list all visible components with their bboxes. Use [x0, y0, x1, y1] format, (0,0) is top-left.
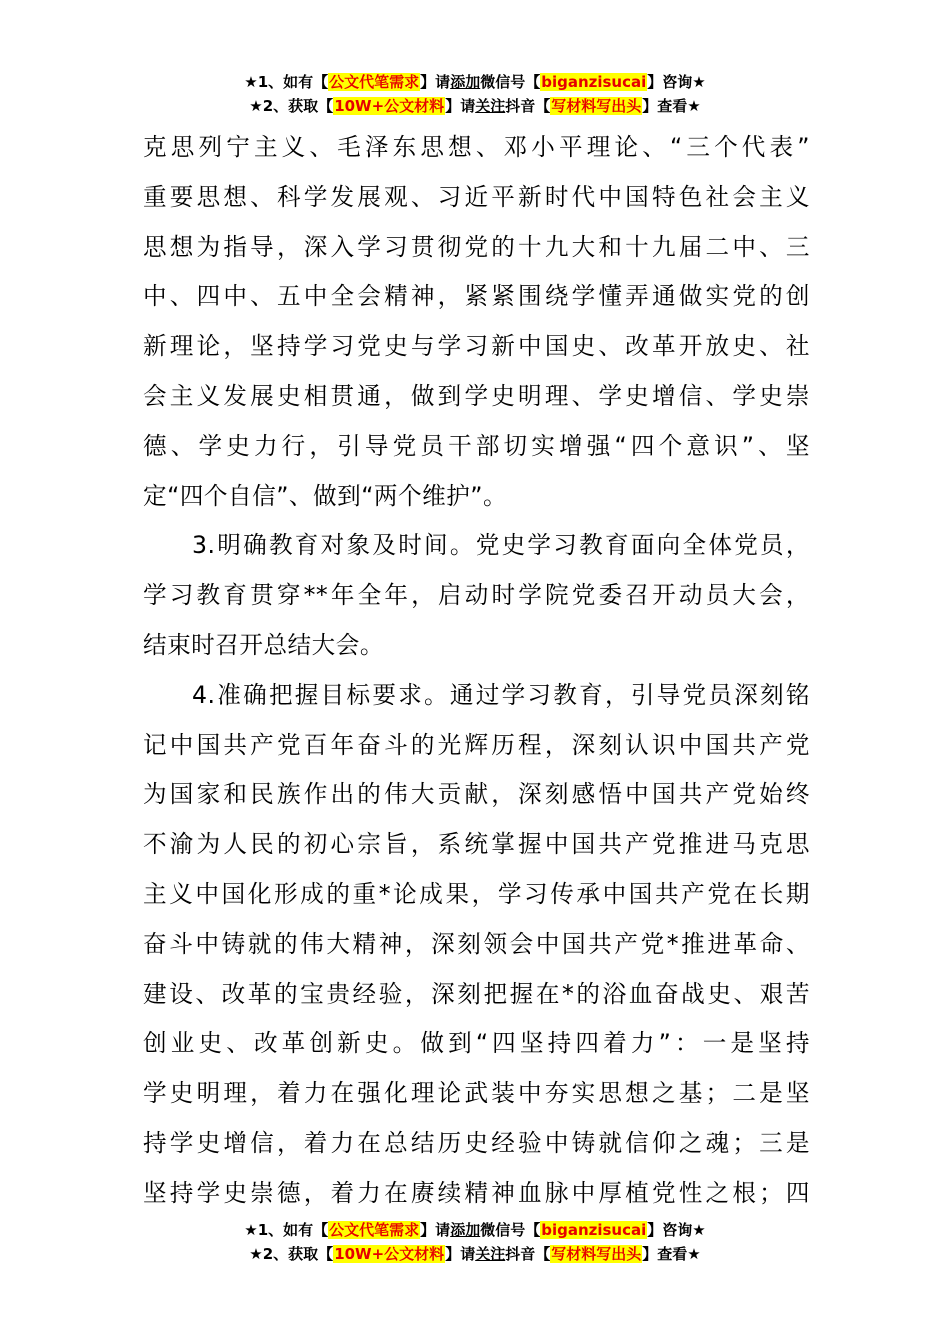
banner-text: ★2、获取【 [249, 97, 334, 115]
banner-highlight: 公文代笔需求 [329, 73, 420, 91]
body-line: 学史明理，着力在强化理论武装中夯实思想之基；二是坚 [143, 1079, 810, 1108]
banner-text: 】请 [445, 1245, 476, 1263]
banner-text: ★1、如有【 [244, 1221, 329, 1239]
banner-text: 】查看★ [642, 97, 701, 115]
banner-line-1 [0, 70, 950, 94]
banner-underline-text: 添加 [450, 73, 481, 91]
document-body [143, 123, 810, 1219]
banner-line-1 [0, 1218, 950, 1242]
banner-highlight-wechat-id: biganzisucai [541, 73, 647, 91]
banner-underline-text: 关注 [475, 1245, 506, 1263]
body-line: 德、学史力行，引导党员干部切实增强“四个意识”、坚 [143, 431, 810, 460]
banner-text: 】请 [420, 1221, 451, 1239]
body-line: 会主义发展史相贯通，做到学史明理、学史增信、学史崇 [143, 381, 810, 410]
header-banner [0, 70, 950, 118]
body-line: 为国家和民族作出的伟大贡献，深刻感悟中国共产党始终 [143, 780, 810, 809]
body-line: 坚持学史崇德，着力在赓续精神血脉中厚植党性之根；四 [143, 1178, 810, 1207]
banner-text: 抖音【 [505, 1245, 551, 1263]
body-line: 建设、改革的宝贵经验，深刻把握在*的浴血奋战史、艰苦 [143, 979, 810, 1008]
banner-highlight: 10W+公文材料 [334, 1245, 445, 1263]
body-line-indented: 4.准确把握目标要求。通过学习教育，引导党员深刻铭 [192, 680, 810, 709]
banner-line-2 [0, 1242, 950, 1266]
body-line: 学习教育贯穿**年全年，启动时学院党委召开动员大会， [143, 581, 810, 610]
banner-highlight-wechat-id: biganzisucai [541, 1221, 647, 1239]
banner-text: 】咨询★ [647, 1221, 706, 1239]
body-line: 重要思想、科学发展观、习近平新时代中国特色社会主义 [143, 182, 810, 211]
body-line: 中、四中、五中全会精神，紧紧围绕学懂弄通做实党的创 [143, 282, 810, 311]
body-line: 不渝为人民的初心宗旨，系统掌握中国共产党推进马克思 [143, 830, 810, 859]
banner-line-2 [0, 94, 950, 118]
body-line: 奋斗中铸就的伟大精神，深刻领会中国共产党*推进革命、 [143, 929, 810, 958]
banner-underline-text: 添加 [450, 1221, 481, 1239]
banner-highlight-douyin-id: 写材料写出头 [551, 1245, 642, 1263]
banner-text: 微信号【 [480, 73, 541, 91]
body-line: 新理论，坚持学习党史与学习新中国史、改革开放史、社 [143, 332, 810, 361]
body-line-indented: 3.明确教育对象及时间。党史学习教育面向全体党员， [192, 531, 810, 560]
banner-underline-text: 关注 [475, 97, 506, 115]
body-line: 克思列宁主义、毛泽东思想、邓小平理论、“三个代表” [143, 133, 810, 161]
body-line: 定“四个自信”、做到“两个维护”。 [143, 481, 508, 510]
banner-highlight: 公文代笔需求 [329, 1221, 420, 1239]
banner-text: 微信号【 [480, 1221, 541, 1239]
body-line: 结束时召开总结大会。 [143, 630, 384, 659]
footer-banner [0, 1218, 950, 1266]
banner-text: ★2、获取【 [249, 1245, 334, 1263]
banner-text: 】请 [445, 97, 476, 115]
body-line: 创业史、改革创新史。做到“四坚持四着力”：一是坚持 [143, 1029, 810, 1058]
banner-text: 】查看★ [642, 1245, 701, 1263]
body-line: 思想为指导，深入学习贯彻党的十九大和十九届二中、三 [143, 232, 810, 261]
banner-highlight-douyin-id: 写材料写出头 [551, 97, 642, 115]
banner-text: 】咨询★ [647, 73, 706, 91]
banner-highlight: 10W+公文材料 [334, 97, 445, 115]
body-line: 持学史增信，着力在总结历史经验中铸就信仰之魂；三是 [143, 1128, 810, 1157]
body-line: 记中国共产党百年奋斗的光辉历程，深刻认识中国共产党 [143, 730, 810, 759]
banner-text: ★1、如有【 [244, 73, 329, 91]
body-line: 主义中国化形成的重*论成果，学习传承中国共产党在长期 [143, 879, 810, 908]
banner-text: 抖音【 [505, 97, 551, 115]
banner-text: 】请 [420, 73, 451, 91]
